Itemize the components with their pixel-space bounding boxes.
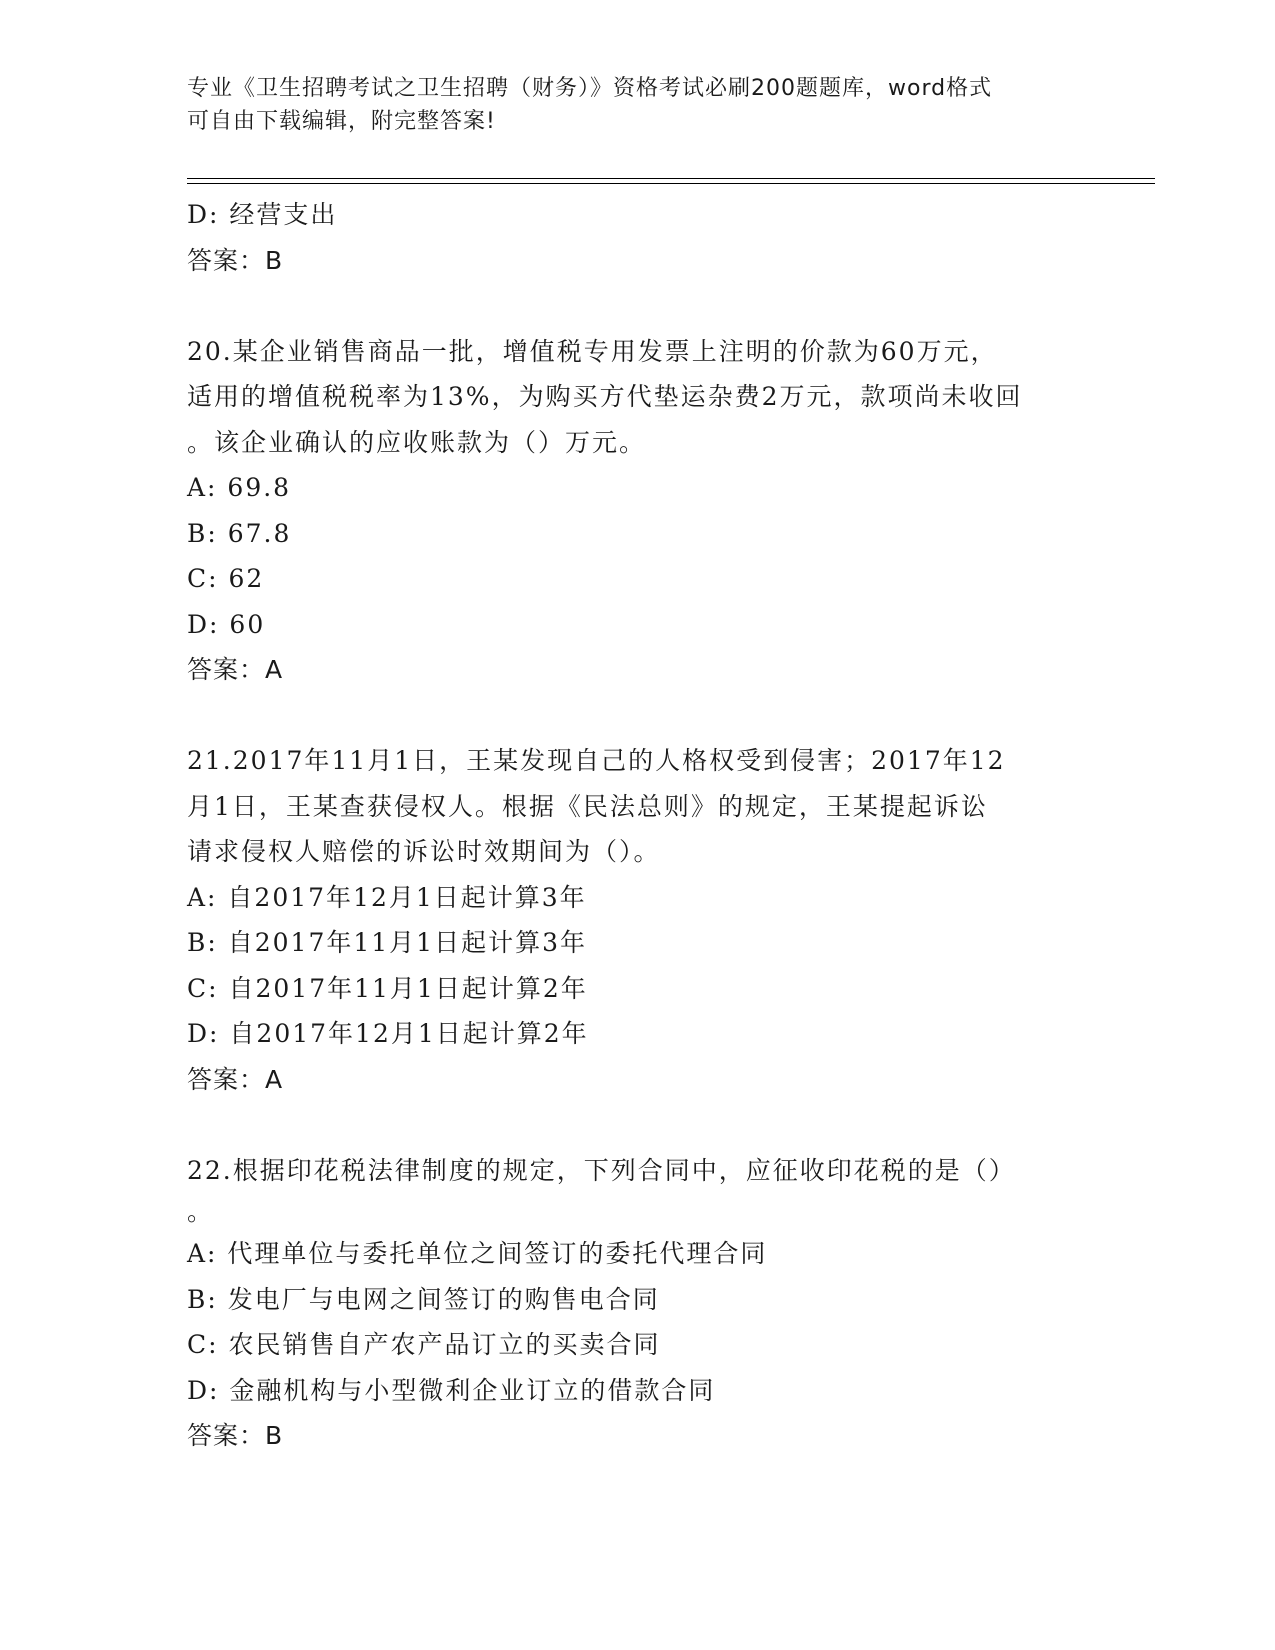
option-a: A: 自2017年12月1日起计算3年 — [187, 882, 587, 912]
header-line-2: 可自由下载编辑，附完整答案! — [187, 109, 496, 134]
option-a: A: 69.8 — [187, 473, 292, 502]
answer-line: 答案：B — [187, 245, 284, 275]
answer-line: 答案：B — [187, 1421, 284, 1450]
option-b: B: 67.8 — [187, 518, 292, 548]
question-21 — [187, 738, 1087, 1102]
option-d: D: 金融机构与小型微利企业订立的借款合同 — [187, 1375, 716, 1405]
option-c: C: 农民销售自产农产品订立的买卖合同 — [187, 1330, 661, 1359]
question-text-line: 20.某企业销售商品一批，增值税专用发票上注明的价款为60万元， — [187, 336, 998, 366]
option-a: A: 代理单位与委托单位之间签订的委托代理合同 — [187, 1239, 768, 1268]
question-20 — [187, 329, 1087, 693]
question-text-line: 适用的增值税税率为13%，为购买方代垫运杂费2万元，款项尚未收回 — [187, 382, 1023, 411]
question-text-line: 21.2017年11月1日，王某发现自己的人格权受到侵害；2017年12 — [187, 746, 1006, 775]
question-text-line: 。该企业确认的应收账款为（）万元。 — [187, 427, 647, 457]
option-d: D: 经营支出 — [187, 200, 338, 229]
answer-line: 答案：A — [187, 655, 284, 684]
question-19-tail — [187, 192, 1087, 283]
option-d: D: 自2017年12月1日起计算2年 — [187, 1019, 589, 1048]
option-b: B: 发电厂与电网之间签订的购售电合同 — [187, 1284, 660, 1314]
option-c: C: 62 — [187, 564, 265, 593]
question-text-line: 月1日，王某查获侵权人。根据《民法总则》的规定，王某提起诉讼 — [187, 791, 988, 821]
option-b: B: 自2017年11月1日起计算3年 — [187, 928, 587, 957]
page-content — [187, 192, 1087, 1459]
header-line-1: 专业《卫生招聘考试之卫生招聘（财务）》资格考试必刷200题题库，word格式 — [187, 76, 993, 101]
question-text-line: 。 — [187, 1197, 215, 1226]
header-divider-top — [187, 178, 1155, 179]
question-text-line: 请求侵权人赔偿的诉讼时效期间为（）。 — [187, 837, 661, 866]
option-d: D: 60 — [187, 609, 266, 639]
question-22 — [187, 1148, 1087, 1459]
document-header — [187, 72, 1087, 138]
question-text-line: 22.根据印花税法律制度的规定，下列合同中，应征收印花税的是（） — [187, 1155, 1016, 1185]
option-c: C: 自2017年11月1日起计算2年 — [187, 973, 588, 1003]
answer-line: 答案：A — [187, 1064, 284, 1094]
header-divider-bottom — [187, 183, 1155, 184]
